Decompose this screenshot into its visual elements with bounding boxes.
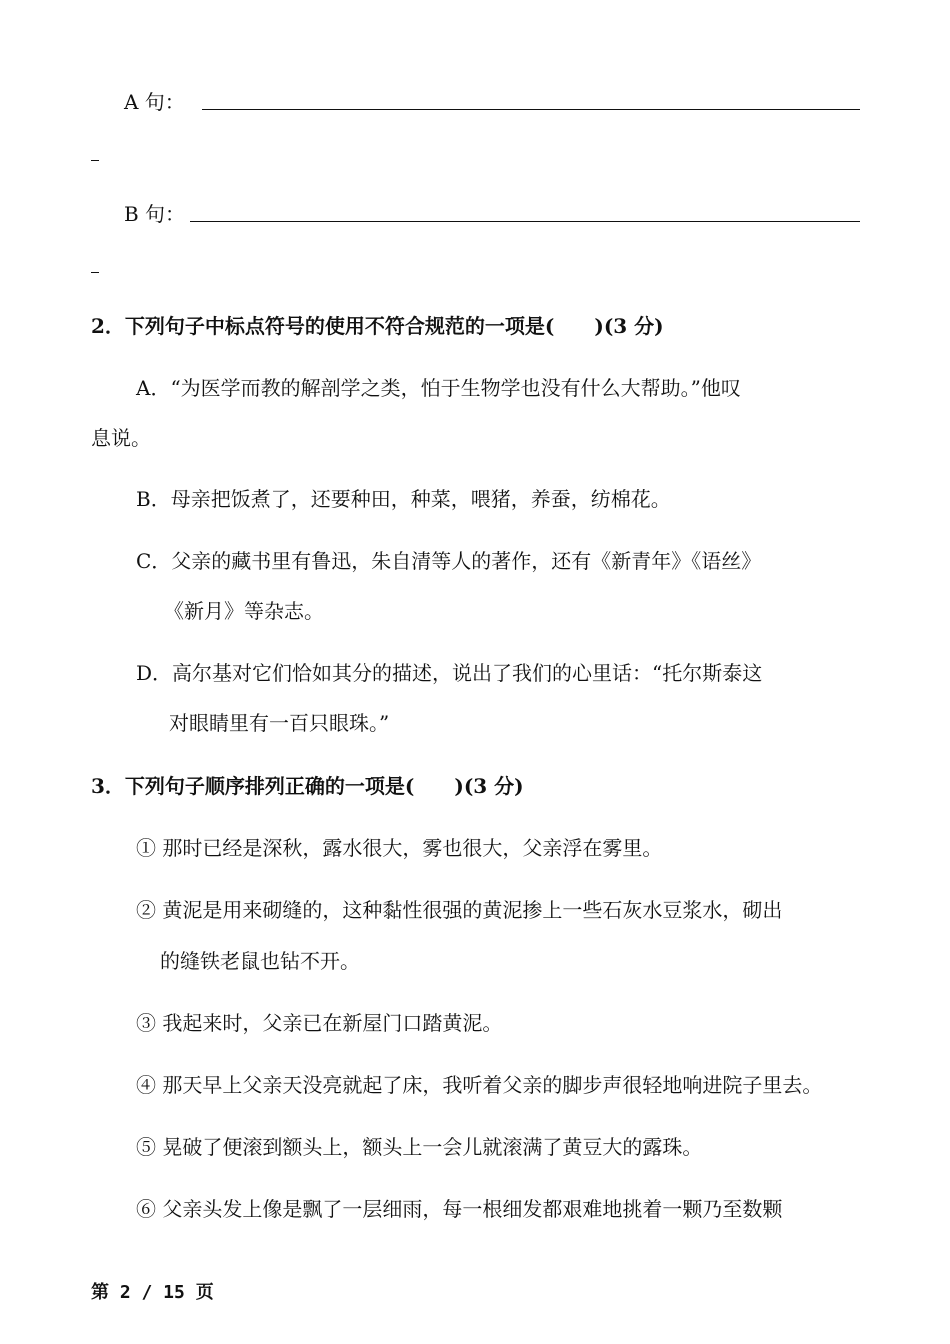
answer-b-blank-tail: [91, 272, 99, 273]
question-3-sentence-4: ④ 那天早上父亲天没亮就起了床，我听着父亲的脚步声很轻地响进院子里去。: [136, 1073, 823, 1097]
answer-a-blank[interactable]: [202, 109, 860, 110]
question-3-sentence-3: ③ 我起来时，父亲已在新屋门口踏黄泥。: [136, 1011, 503, 1035]
question-3-sentence-1: ① 那时已经是深秋，露水很大，雾也很大，父亲浮在雾里。: [136, 836, 663, 860]
question-2-option-a: A．“为医学而教的解剖学之类，怕于生物学也没有什么大帮助。”他叹: [136, 376, 741, 400]
page-number: 第 2 / 15 页: [91, 1282, 214, 1303]
question-2-option-d: D．高尔基对它们恰如其分的描述，说出了我们的心里话：“托尔斯泰这: [136, 661, 763, 685]
question-3-sentence-6: ⑥ 父亲头发上像是飘了一层细雨，每一根细发都艰难地挑着一颗乃至数颗: [136, 1197, 783, 1221]
answer-b-label: B 句：: [124, 202, 186, 226]
question-3-stem: 3．下列句子顺序排列正确的一项是( )(3 分): [91, 774, 524, 798]
question-3-sentence-5: ⑤ 晃破了便滚到额头上，额头上一会儿就滚满了黄豆大的露珠。: [136, 1135, 703, 1159]
question-2-stem: 2．下列句子中标点符号的使用不符合规范的一项是( )(3 分): [91, 314, 664, 338]
question-2-option-d-continued: 对眼睛里有一百只眼珠。”: [169, 711, 390, 735]
question-3-sentence-2-continued: 的缝铁老鼠也钻不开。: [160, 949, 360, 973]
answer-a-label: A 句：: [124, 90, 185, 114]
question-2-option-a-continued: 息说。: [91, 426, 151, 450]
question-2-option-c-continued: 《新月》等杂志。: [164, 599, 324, 623]
question-3-sentence-2: ② 黄泥是用来砌缝的，这种黏性很强的黄泥掺上一些石灰水豆浆水，砌出: [136, 898, 783, 922]
question-2-option-b: B．母亲把饭煮了，还要种田，种菜，喂猪，养蚕，纺棉花。: [136, 487, 671, 511]
answer-b-blank[interactable]: [190, 221, 860, 222]
question-2-option-c: C．父亲的藏书里有鲁迅，朱自清等人的著作，还有《新青年》《语丝》: [136, 549, 762, 573]
answer-a-blank-tail: [91, 160, 99, 161]
